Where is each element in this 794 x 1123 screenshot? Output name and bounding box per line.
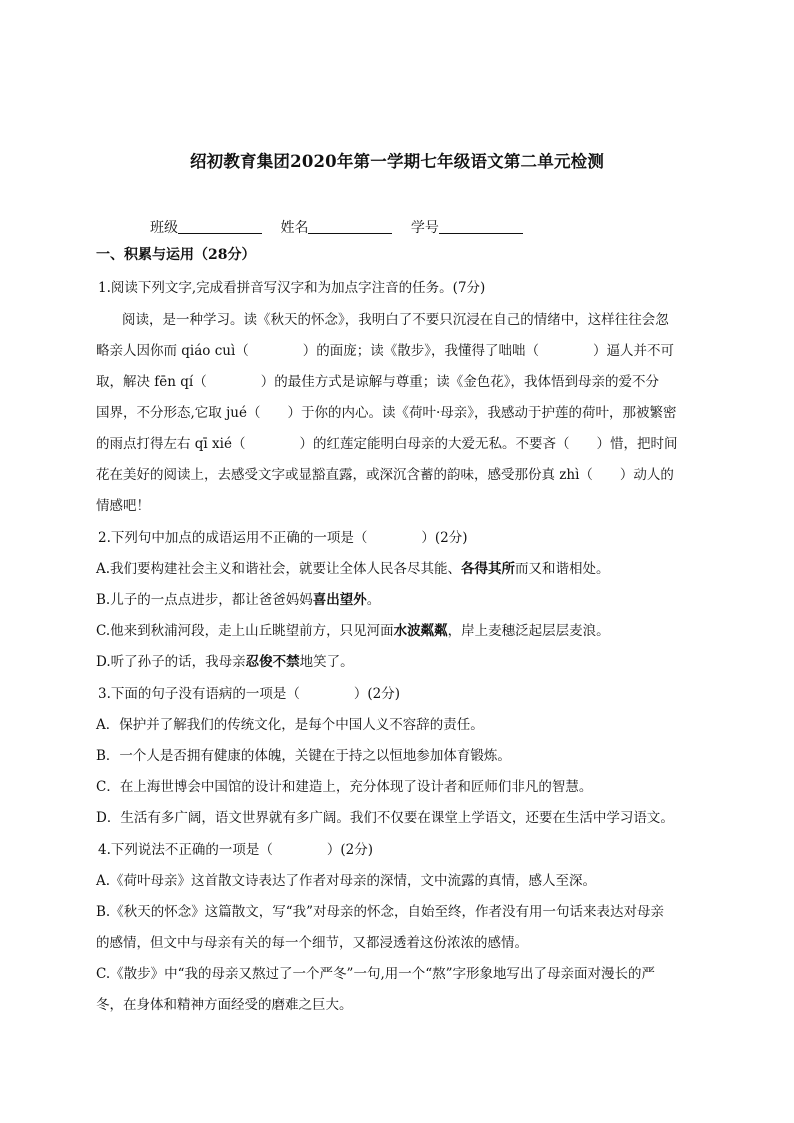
name-blank <box>308 219 392 234</box>
id-field <box>411 217 523 237</box>
question-2-option-a: A.我们要构建社会主义和谐社会，就要让全体人民各尽其能、各得其所而又和谐相处。 <box>96 561 610 577</box>
passage-line: 略亲人因你而 qiáo cuì（ ）的面庞；读《散步》，我懂得了咄咄（ ）逼人并不可 <box>96 343 675 359</box>
name-label: 姓名 <box>280 220 309 236</box>
question-4-line: 冬，在身体和精神方面经受的磨难之巨大。 <box>96 997 353 1013</box>
passage-line: 阅读，是一种学习。读《秋天的怀念》，我明白了不要只沉浸在自己的情绪中，这样往往会忽 <box>122 312 669 328</box>
question-1-stem: 1.阅读下列文字,完成看拼音写汉字和为加点字注音的任务。(7分) <box>98 280 486 296</box>
passage-line: 情感吧！ <box>96 498 150 514</box>
question-4-line: B.《秋天的怀念》这篇散文，写“我”对母亲的怀念，自始至终，作者没有用一句话来表达对母亲 <box>96 904 665 920</box>
question-2-stem: 2.下列句中加点的成语运用不正确的一项是（ ）(2分) <box>98 530 468 546</box>
question-3-option-a: A．保护并了解我们的传统文化，是每个中国人义不容辞的责任。 <box>96 717 484 733</box>
passage-line: 的雨点打得左右 qī xié（ ）的红莲定能明白母亲的大爱无私。不要吝（ ）惜，把时间 <box>96 436 678 452</box>
id-label: 学号 <box>410 220 439 236</box>
page-title: 绍初教育集团2020年第一学期七年级语文第二单元检测 <box>189 152 605 171</box>
question-3-option-d: D．生活有多广阔，语文世界就有多广阔。我们不仅要在课堂上学语文，还要在生活中学习语文。 <box>96 810 674 826</box>
question-4-line: A.《荷叶母亲》这首散文诗表达了作者对母亲的深情，文中流露的真情，感人至深。 <box>96 873 597 889</box>
class-blank <box>178 219 262 234</box>
question-4-line: 的感情，但文中与母亲有关的每一个细节，又都浸透着这份浓浓的感情。 <box>96 935 528 951</box>
id-blank <box>439 219 523 234</box>
question-3-option-b: B．一个人是否拥有健康的体魄，关键在于持之以恒地参加体育锻炼。 <box>96 748 511 764</box>
question-3-stem: 3.下面的句子没有语病的一项是（ ）(2分) <box>98 686 401 702</box>
question-4-line: C.《散步》中“我的母亲又熬过了一个严冬”一句,用一个“熬”字形象地写出了母亲面对漫长的严 <box>96 966 656 982</box>
passage-line: 国界，不分形态,它取 jué（ ）于你的内心。读《荷叶·母亲》，我感动于护莲的荷叶，那被繁密 <box>96 405 677 421</box>
class-label: 班级 <box>150 220 178 236</box>
question-2-option-d: D.听了孙子的话，我母亲忍俊不禁地笑了。 <box>96 654 354 670</box>
passage-line: 花在美好的阅读上，去感受文字或显豁直露，或深沉含蓄的韵味，感受那份真 zhì（ ）动人的 <box>96 467 674 483</box>
passage-line: 取，解决 fēn qí（ ）的最佳方式是谅解与尊重；读《金色花》，我体悟到母亲的爱不分 <box>96 374 659 390</box>
section-heading: 一、积累与运用（28分） <box>96 247 256 263</box>
name-field <box>280 217 392 237</box>
question-2-option-b: B.儿子的一点点进步，都让爸爸妈妈喜出望外。 <box>96 592 381 608</box>
question-4-stem: 4.下列说法不正确的一项是（ ）(2分) <box>98 842 374 858</box>
student-info-row <box>150 217 537 237</box>
class-field <box>150 217 262 237</box>
question-2-option-c: C.他来到秋浦河段，走上山丘眺望前方，只见河面水波粼粼，岸上麦穗泛起层层麦浪。 <box>96 623 610 639</box>
question-3-option-c: C．在上海世博会中国馆的设计和建造上，充分体现了设计者和匠师们非凡的智慧。 <box>96 779 593 795</box>
